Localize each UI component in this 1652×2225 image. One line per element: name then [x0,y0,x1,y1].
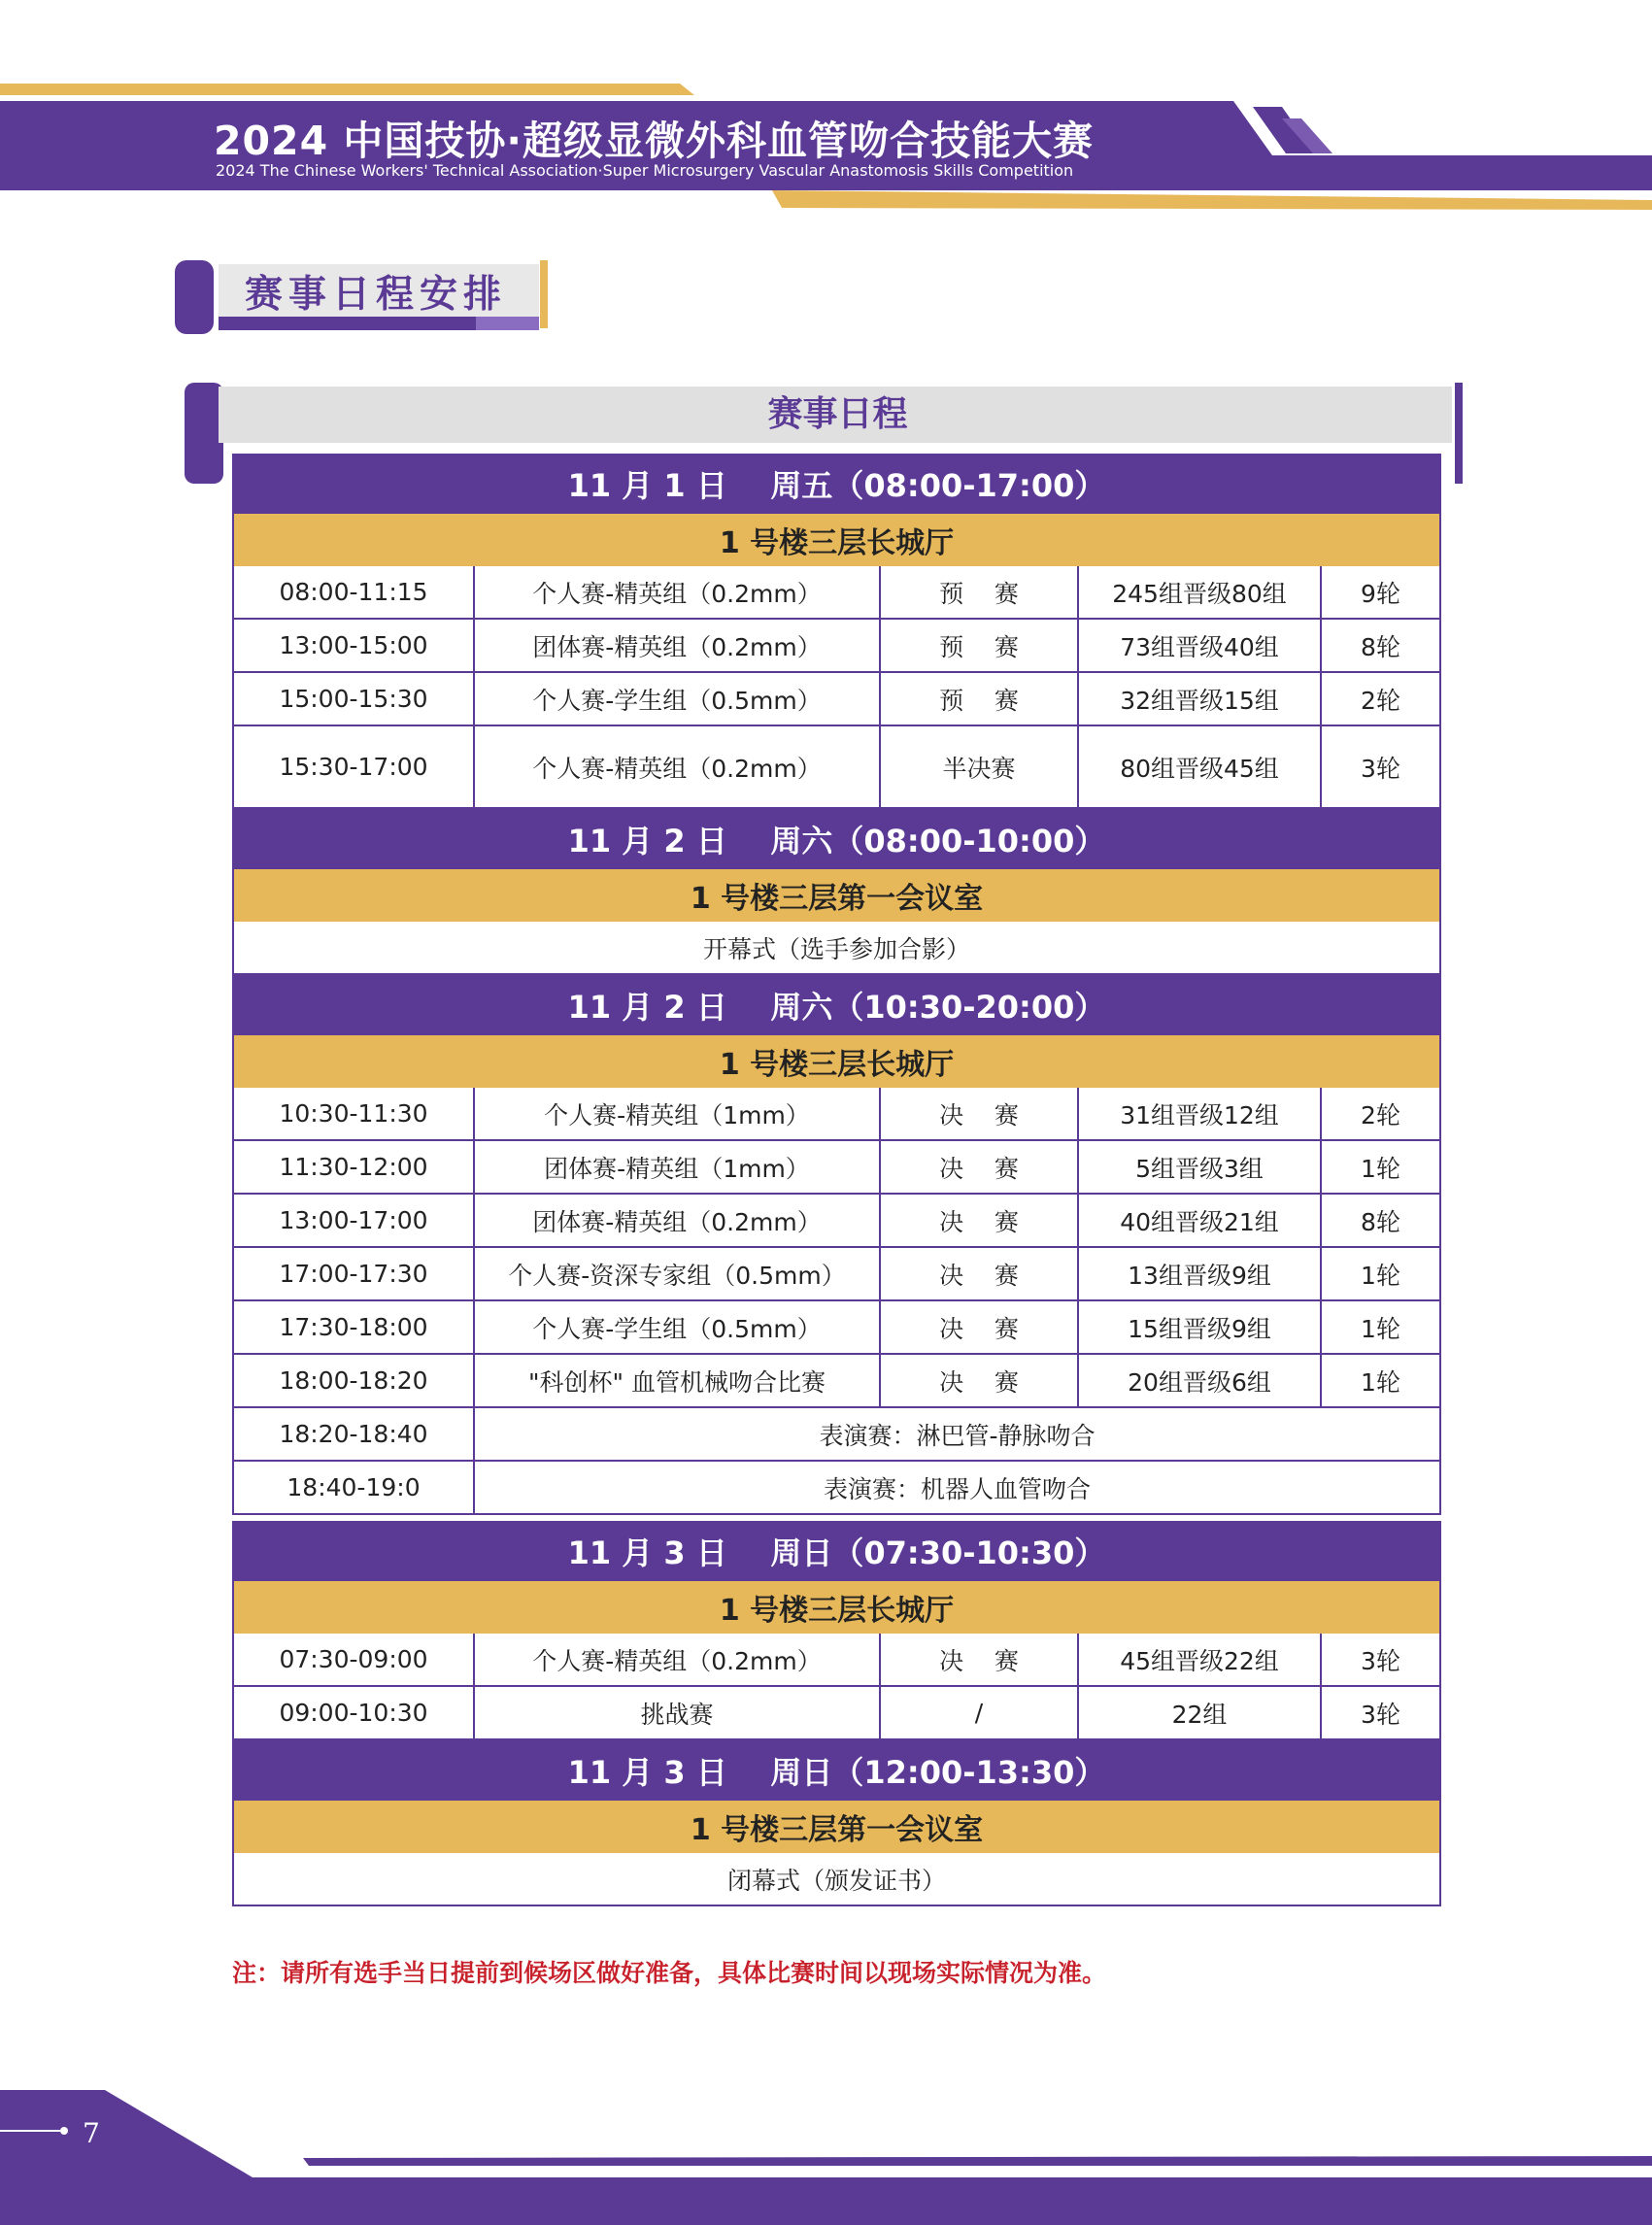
table-row [232,1195,1441,1248]
rounds-cell: 1轮 [1361,1154,1400,1183]
event-cell: 个人赛-精英组（1mm） [475,1088,881,1139]
table-row [232,922,1441,975]
stage-cell: / [881,1687,1079,1738]
time-cell: 07:30-09:00 [234,1634,475,1685]
table-row [232,566,1441,620]
event-cell: 表演赛：淋巴管-静脉吻合 [819,1421,1096,1450]
day-header: 11 月 2 日 周六（08:00-10:00） [232,809,1441,869]
time-cell: 10:30-11:30 [234,1088,475,1139]
time-cell: 08:00-11:15 [234,566,475,618]
time-cell: 15:30-17:00 [234,726,475,807]
advance-cell: 245组晋级80组 [1079,566,1322,618]
advance-cell: 22组 [1079,1687,1322,1738]
rounds-cell: 1轮 [1361,1314,1400,1343]
event-cell: 个人赛-精英组（0.2mm） [475,566,881,618]
stage-cell: 决 赛 [881,1248,1079,1299]
rounds-cell: 1轮 [1361,1261,1400,1290]
ceremony-cell: 开幕式（选手参加合影） [702,934,970,963]
section-title: 赛事日程安排 [245,273,508,317]
venue-header: 1 号楼三层第一会议室 [232,869,1441,922]
rounds-cell: 3轮 [1361,754,1400,783]
rounds-cell: 2轮 [1361,1100,1400,1129]
advance-cell: 45组晋级22组 [1079,1634,1322,1685]
table-title: 赛事日程 [767,394,908,434]
footer-banner-graphic [0,2088,1652,2225]
schedule-table [232,454,1441,1906]
table-row [232,1687,1441,1740]
event-cell: 个人赛-精英组（0.2mm） [475,726,881,807]
footnote: 注：请所有选手当日提前到候场区做好准备，具体比赛时间以现场实际情况为准。 [232,1959,1107,1987]
advance-cell: 5组晋级3组 [1079,1141,1322,1193]
time-cell: 09:00-10:30 [234,1687,475,1738]
event-cell: 团体赛-精英组（0.2mm） [475,620,881,671]
advance-cell: 31组晋级12组 [1079,1088,1322,1139]
day-header: 11 月 3 日 周日（07:30-10:30） [232,1521,1441,1581]
time-cell: 13:00-15:00 [234,620,475,671]
stage-cell: 预 赛 [881,673,1079,725]
event-cell: 团体赛-精英组（0.2mm） [475,1195,881,1246]
time-cell: 17:00-17:30 [234,1248,475,1299]
stage-cell: 决 赛 [881,1141,1079,1193]
venue-header: 1 号楼三层长城厅 [232,1035,1441,1088]
event-cell: 个人赛-学生组（0.5mm） [475,673,881,725]
event-cell: "科创杯" 血管机械吻合比赛 [475,1355,881,1406]
table-row [232,1088,1441,1141]
stage-cell: 决 赛 [881,1634,1079,1685]
header-title: 2024 中国技协·超级显微外科血管吻合技能大赛 [214,118,1094,164]
event-cell: 个人赛-资深专家组（0.5mm） [475,1248,881,1299]
stage-cell: 决 赛 [881,1195,1079,1246]
time-cell: 18:00-18:20 [234,1355,475,1406]
page-number: 7 [83,2117,100,2149]
stage-cell: 预 赛 [881,620,1079,671]
time-cell: 18:40-19:0 [234,1462,475,1513]
venue-header: 1 号楼三层长城厅 [232,1581,1441,1634]
rounds-cell: 8轮 [1361,1207,1400,1236]
stage-cell: 半决赛 [881,726,1079,807]
venue-header: 1 号楼三层第一会议室 [232,1801,1441,1853]
time-cell: 13:00-17:00 [234,1195,475,1246]
table-row [232,1462,1441,1515]
advance-cell: 32组晋级15组 [1079,673,1322,725]
advance-cell: 13组晋级9组 [1079,1248,1322,1299]
advance-cell: 80组晋级45组 [1079,726,1322,807]
time-cell: 17:30-18:00 [234,1301,475,1353]
time-cell: 11:30-12:00 [234,1141,475,1193]
advance-cell: 15组晋级9组 [1079,1301,1322,1353]
table-row [232,1248,1441,1301]
table-row [232,673,1441,726]
time-cell: 18:20-18:40 [234,1408,475,1460]
table-row [232,1408,1441,1462]
day-header: 11 月 3 日 周日（12:00-13:30） [232,1740,1441,1801]
event-cell: 挑战赛 [475,1687,881,1738]
table-row [232,1355,1441,1408]
time-cell: 15:00-15:30 [234,673,475,725]
table-row [232,620,1441,673]
day-header: 11 月 2 日 周六（10:30-20:00） [232,975,1441,1035]
ceremony-cell: 闭幕式（颁发证书） [726,1866,946,1895]
rounds-cell: 3轮 [1361,1700,1400,1729]
advance-cell: 73组晋级40组 [1079,620,1322,671]
event-cell: 个人赛-精英组（0.2mm） [475,1634,881,1685]
event-cell: 个人赛-学生组（0.5mm） [475,1301,881,1353]
stage-cell: 决 赛 [881,1301,1079,1353]
table-row [232,1853,1441,1906]
stage-cell: 决 赛 [881,1088,1079,1139]
table-row [232,1634,1441,1687]
header-subtitle: 2024 The Chinese Workers' Technical Association·Super Microsurgery Vascular Anastomosis Skills Competition [216,161,1074,180]
rounds-cell: 2轮 [1361,686,1400,715]
stage-cell: 预 赛 [881,566,1079,618]
day-header: 11 月 1 日 周五（08:00-17:00） [232,454,1441,514]
advance-cell: 20组晋级6组 [1079,1355,1322,1406]
rounds-cell: 1轮 [1361,1367,1400,1397]
table-row [232,1141,1441,1195]
rounds-cell: 3轮 [1361,1646,1400,1675]
rounds-cell: 8轮 [1361,632,1400,661]
event-cell: 表演赛：机器人血管吻合 [823,1474,1091,1503]
event-cell: 团体赛-精英组（1mm） [475,1141,881,1193]
advance-cell: 40组晋级21组 [1079,1195,1322,1246]
table-row [232,1301,1441,1355]
table-row [232,726,1441,809]
stage-cell: 决 赛 [881,1355,1079,1406]
venue-header: 1 号楼三层长城厅 [232,514,1441,566]
rounds-cell: 9轮 [1361,579,1400,608]
